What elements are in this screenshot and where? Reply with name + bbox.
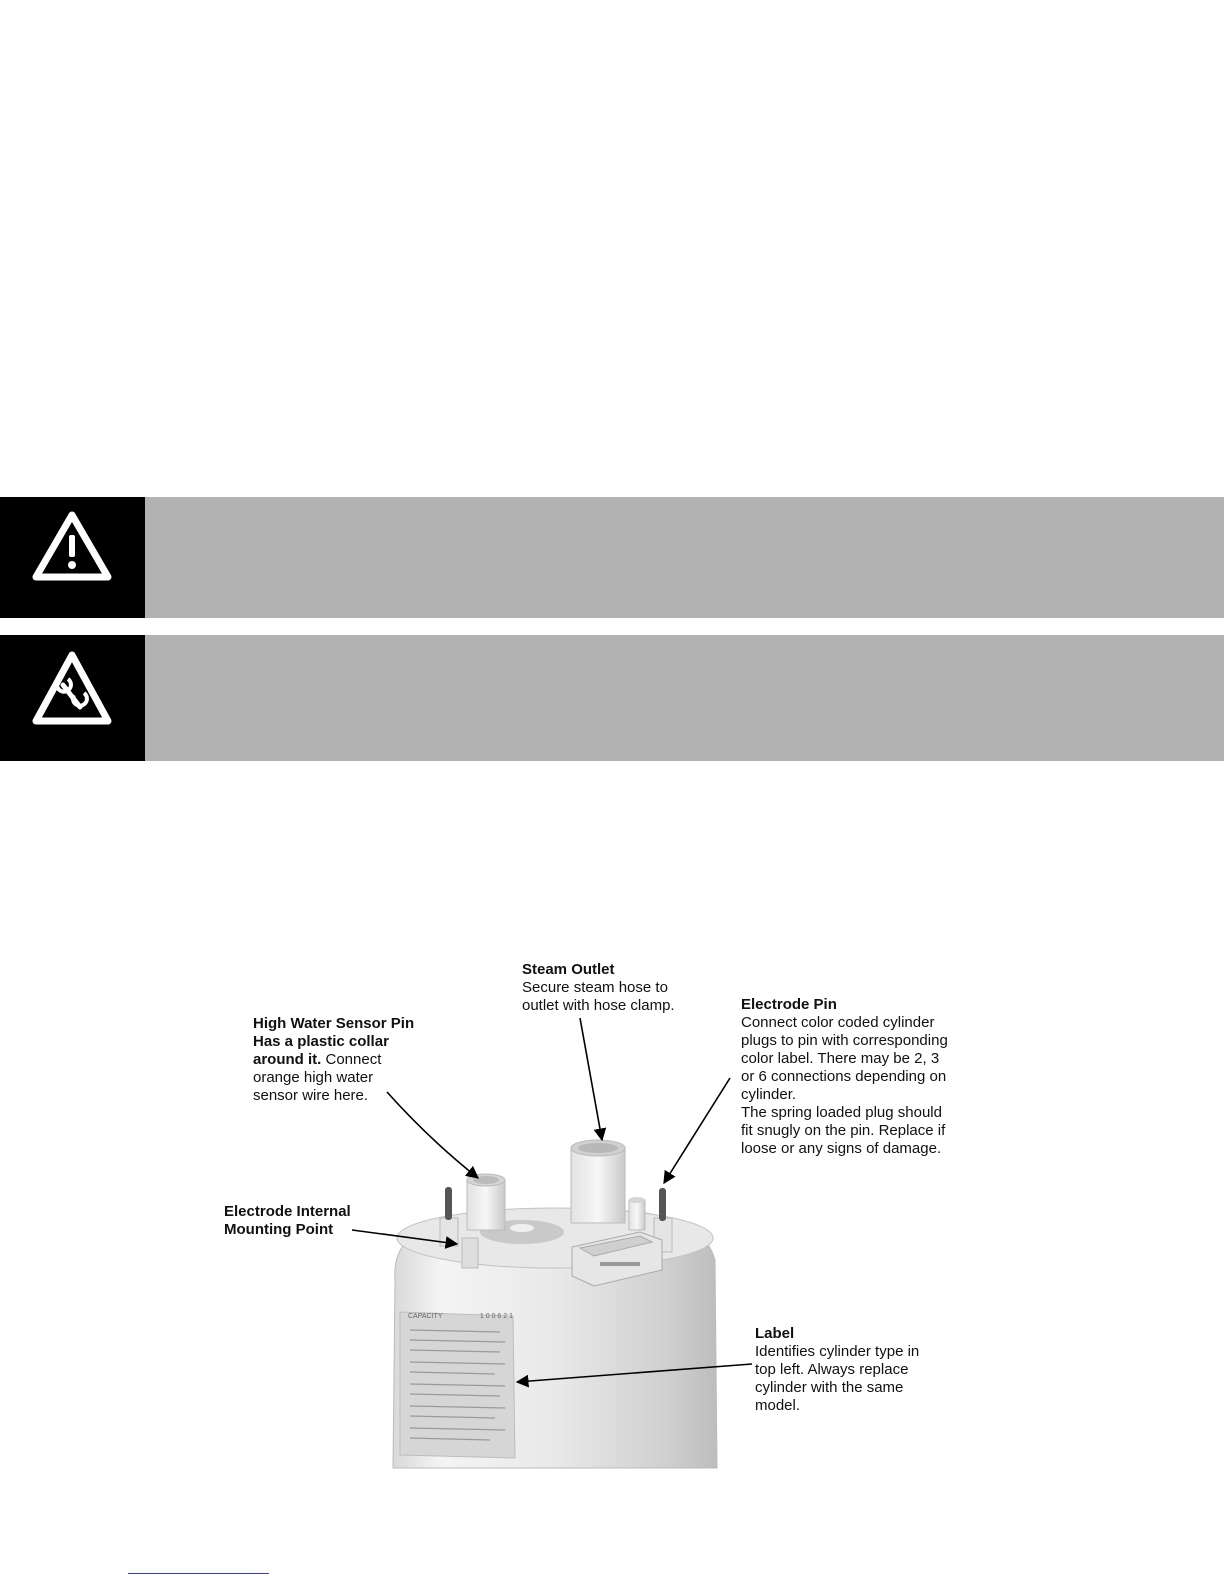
- high-water-text: orange high water: [253, 1069, 374, 1086]
- high-water-callout: [253, 1015, 414, 1105]
- electrode-pin-text: cylinder.: [741, 1086, 797, 1103]
- steam-outlet-text: outlet with hose clamp.: [522, 997, 675, 1014]
- electrode-pin-text: fit snugly on the pin. Replace if: [741, 1122, 946, 1139]
- cylinder-illustration: [0, 940, 1224, 1500]
- mounting-point-title: Electrode Internal: [224, 1203, 351, 1220]
- mounting-point-callout: [224, 1203, 351, 1239]
- label-callout: [755, 1325, 919, 1415]
- electrode-pin-text: Connect color coded cylinder: [741, 1014, 935, 1031]
- cylinder-label-capacity: CAPACITY: [408, 1313, 443, 1320]
- electrode-pin-text: loose or any signs of damage.: [741, 1140, 942, 1157]
- electrode-pin-title: Electrode Pin: [741, 996, 837, 1013]
- warning-notice-band: [0, 497, 1224, 618]
- mounting-point-title: Mounting Point: [224, 1221, 334, 1238]
- cylinder-label-header: [408, 1313, 513, 1320]
- label-text: cylinder with the same: [755, 1379, 904, 1396]
- service-icon-box: [0, 635, 145, 761]
- electrode-pin-arrow: [664, 1078, 730, 1183]
- label-title: Label: [755, 1325, 795, 1342]
- service-notice-band: [0, 635, 1224, 761]
- warning-triangle-icon: [0, 497, 145, 618]
- electrode-pin-text: plugs to pin with corresponding: [741, 1032, 948, 1049]
- electrode-pin-callout: [741, 996, 948, 1158]
- steam-outlet-title: Steam Outlet: [522, 961, 615, 978]
- high-water-mixed-bold: around it.: [253, 1051, 322, 1068]
- cylinder-diagram: [0, 940, 1224, 1500]
- high-water-mixed-rest: Connect: [321, 1051, 382, 1068]
- label-text: top left. Always replace: [755, 1361, 909, 1378]
- steam-outlet-text: Secure steam hose to: [522, 979, 668, 996]
- steam-outlet-callout: [522, 961, 675, 1015]
- steam-outlet-arrow: [580, 1018, 602, 1140]
- electrode-pin-text: color label. There may be 2, 3: [741, 1050, 940, 1067]
- electrode-pin-text: The spring loaded plug should: [741, 1104, 942, 1121]
- label-text: Identifies cylinder type in: [755, 1343, 920, 1360]
- electrode-pin-text: or 6 connections depending on: [741, 1068, 947, 1085]
- high-water-bold-line: Has a plastic collar: [253, 1033, 389, 1050]
- high-water-text: sensor wire here.: [253, 1087, 369, 1104]
- label-text: model.: [755, 1397, 801, 1414]
- footer-link-underline: [128, 1573, 269, 1574]
- service-wrench-triangle-icon: [0, 635, 145, 761]
- high-water-title: High Water Sensor Pin: [253, 1015, 415, 1032]
- high-water-mixed-line: [253, 1051, 414, 1069]
- warning-icon-box: [0, 497, 145, 618]
- cylinder-label-number: 1 0 0 6 2 1: [479, 1313, 513, 1320]
